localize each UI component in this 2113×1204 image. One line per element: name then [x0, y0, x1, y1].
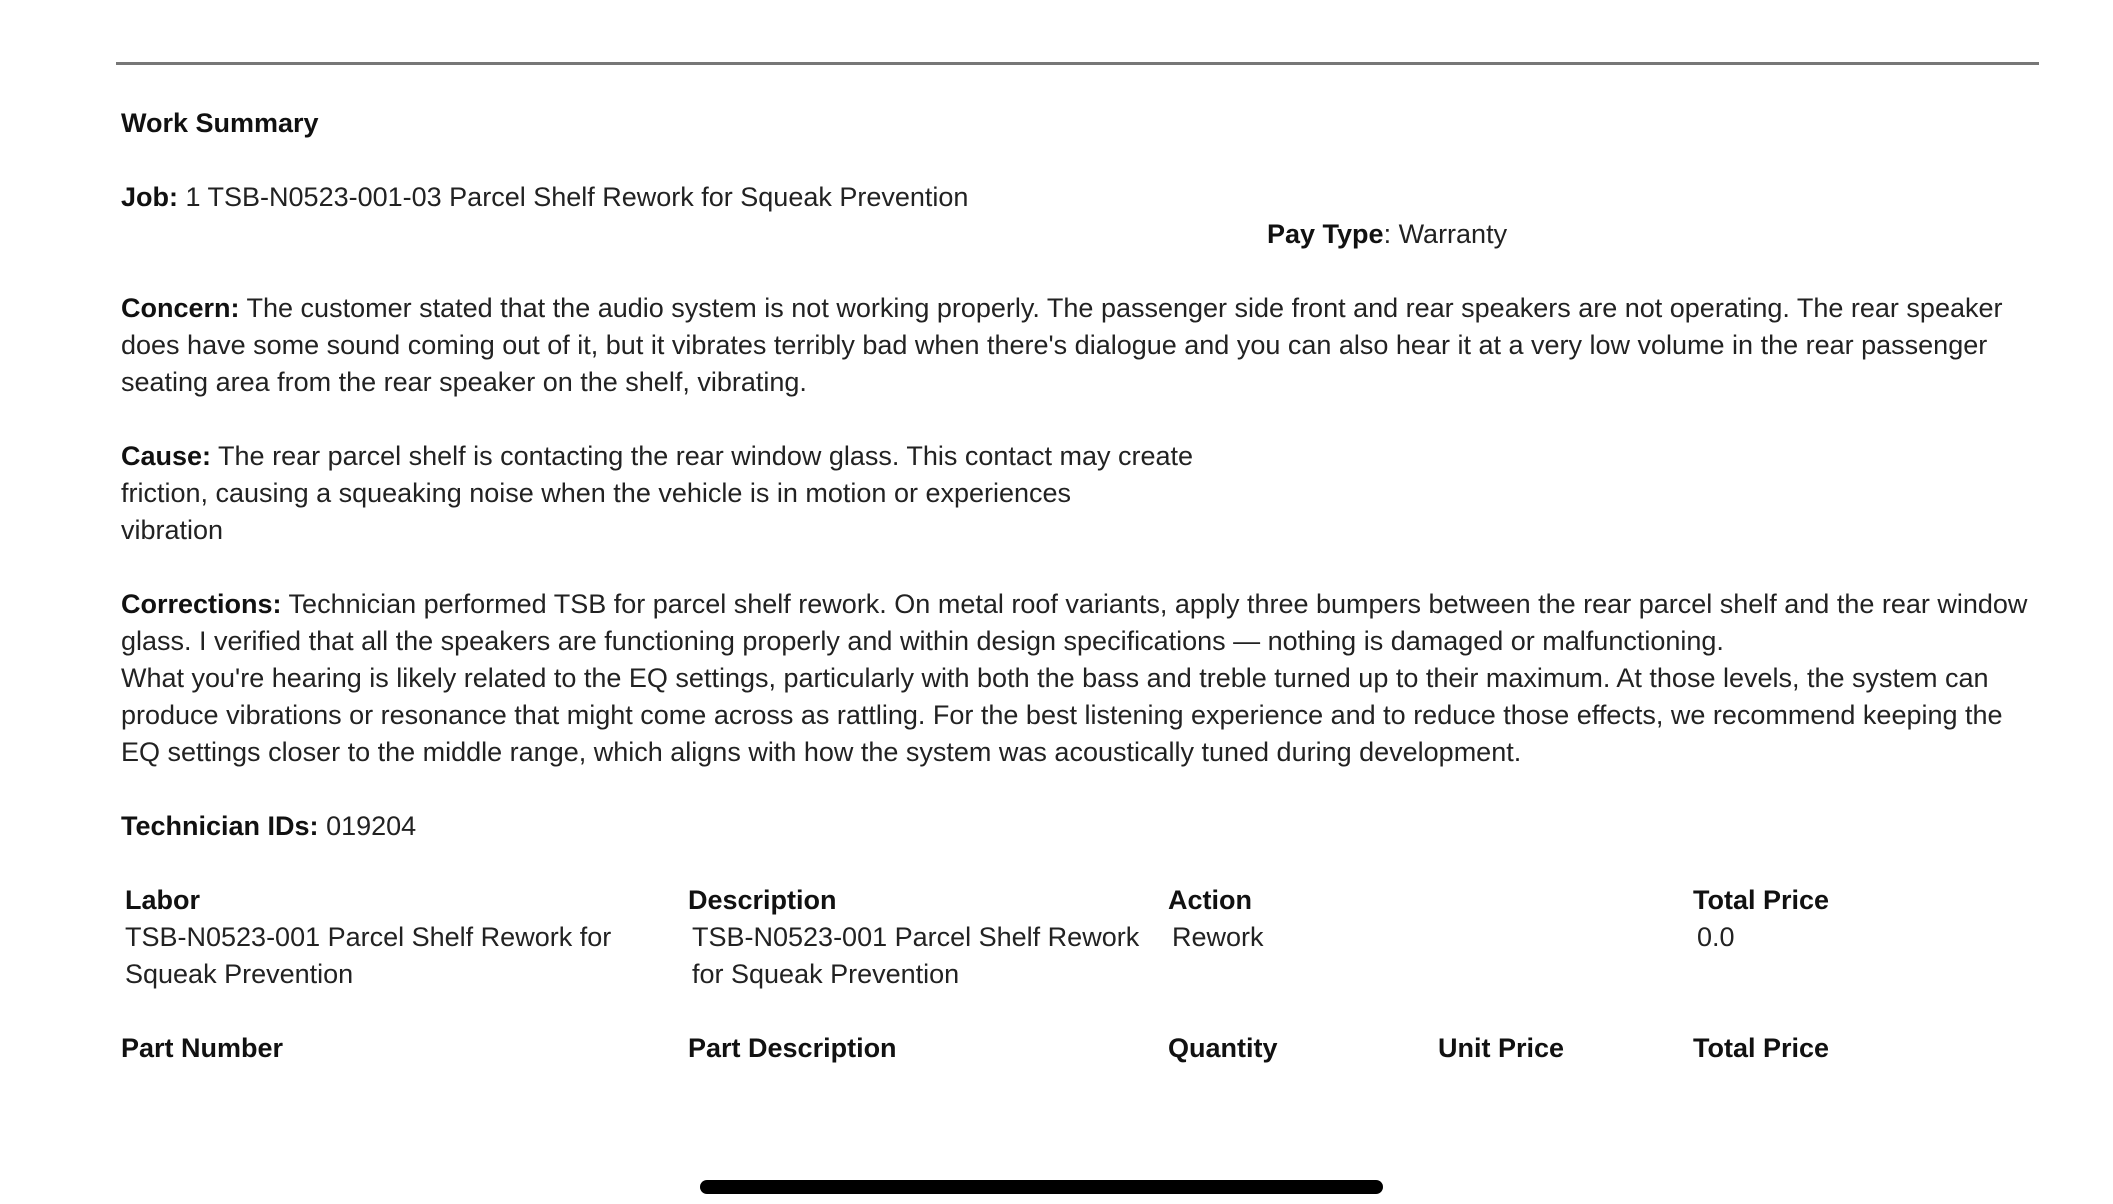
- labor-table: [121, 882, 2041, 993]
- cause-label: Cause:: [121, 441, 212, 471]
- cause-text-line-2: friction, causing a squeaking noise when the vehicle is in motion or experiences: [121, 478, 1072, 508]
- job-label: Job:: [121, 182, 178, 212]
- corrections-paragraph-2: What you're hearing is likely related to the EQ settings, particularly with both the bass and treble turned up to their maximum. At those levels, the system can produce vibrations or resonance that might come across as rattling. For the best listening experience and to reduce those effects, we recommend keeping the EQ settings closer to the middle range, which aligns with how the system was acoustically tuned during development.: [121, 663, 2003, 767]
- work-summary-title: Work Summary: [121, 108, 319, 138]
- home-indicator-bar[interactable]: [700, 1180, 1383, 1194]
- corrections-section: [121, 586, 2041, 771]
- pay-type-label: Pay Type: [1267, 219, 1384, 249]
- unit-price-header: Unit Price: [1438, 1033, 1565, 1063]
- action-header: Action: [1168, 885, 1252, 915]
- concern-text: The customer stated that the audio system is not working properly. The passenger side front and rear speakers are not operating. The rear speaker does have some sound coming out of it, but it vibrates terribly bad when there's dialogue and you can also hear it at a very low volume in the rear passenger seating area from the rear speaker on the shelf, vibrating.: [121, 293, 2003, 397]
- pay-type-line: [121, 216, 2041, 253]
- technician-value: 019204: [326, 811, 417, 841]
- job-line: [121, 179, 2041, 216]
- cause-section: [121, 438, 1361, 549]
- cause-text-line-3: vibration: [121, 515, 224, 545]
- parts-total-price-header: Total Price: [1693, 1033, 1830, 1063]
- corrections-text-1: Technician performed TSB for parcel shelf rework. On metal roof variants, apply three bumpers between the rear parcel shelf and the rear window glass. I verified that all the speakers are functioning properly and within design specifications — nothing is damaged or malfunctioning.: [121, 589, 2028, 656]
- concern-label: Concern:: [121, 293, 240, 323]
- technician-label: Technician IDs:: [121, 811, 319, 841]
- parts-table: [121, 1030, 2041, 1067]
- total-price-cell: 0.0: [1697, 922, 1735, 952]
- technician-line: [121, 808, 2041, 845]
- labor-cell: TSB-N0523-001 Parcel Shelf Rework for Squeak Prevention: [125, 922, 612, 989]
- part-number-header: Part Number: [121, 1033, 284, 1063]
- description-cell: TSB-N0523-001 Parcel Shelf Rework for Squeak Prevention: [692, 922, 1140, 989]
- labor-header: Labor: [125, 885, 201, 915]
- corrections-paragraph-1: [121, 586, 2041, 660]
- top-divider: [116, 62, 2039, 65]
- total-price-header: Total Price: [1693, 885, 1830, 915]
- description-header: Description: [688, 885, 837, 915]
- quantity-header: Quantity: [1168, 1033, 1278, 1063]
- pay-type-value: : Warranty: [1383, 219, 1508, 249]
- concern-section: [121, 290, 2041, 401]
- job-value: 1 TSB-N0523-001-03 Parcel Shelf Rework for Squeak Prevention: [185, 182, 969, 212]
- corrections-label: Corrections:: [121, 589, 282, 619]
- work-summary-document: [121, 105, 2041, 1067]
- action-cell: Rework: [1172, 922, 1264, 952]
- part-description-header: Part Description: [688, 1033, 897, 1063]
- cause-text-line-1: The rear parcel shelf is contacting the rear window glass. This contact may create: [218, 441, 1193, 471]
